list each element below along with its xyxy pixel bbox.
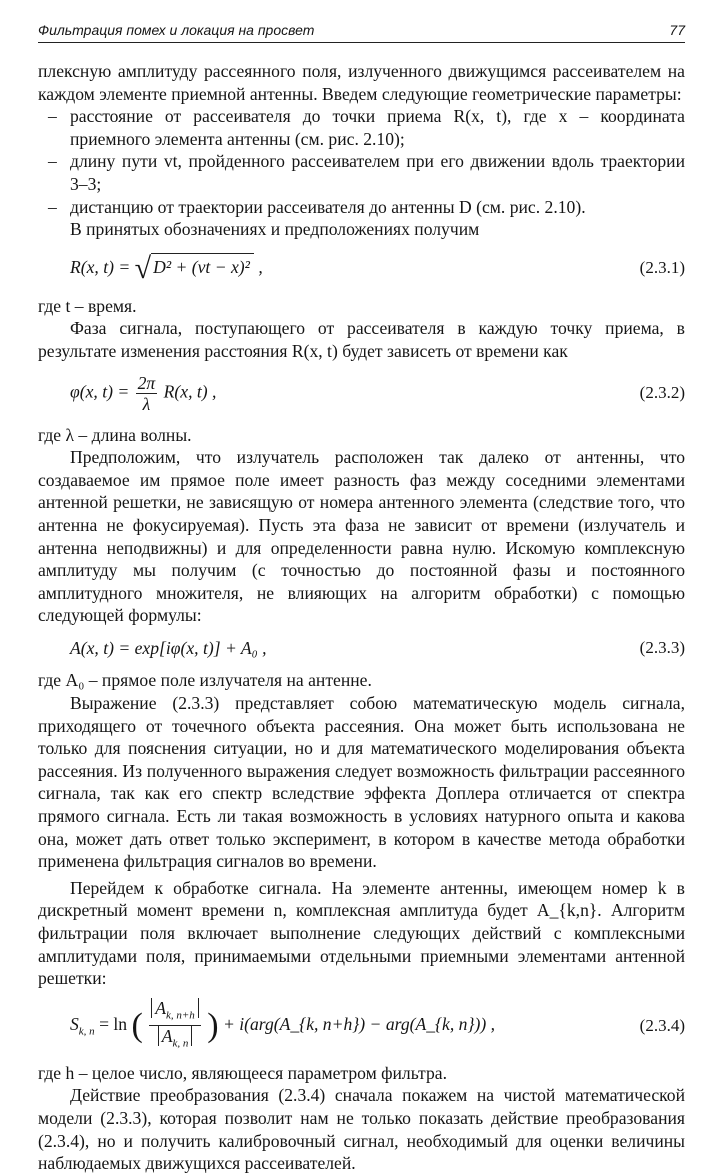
paragraph: Предположим, что излучатель расположен так далеко от антенны, что создаваемое им прямое поле имеет разность фаз между соседними элементами антенной решетки, не зависящую от номера антенного элемента (следствие того, что антенна не фокусируемая). Пусть эта фаза не зависит от времени (излучатель и антенна неподвижны) и для определенности равна нулю. Искомую комплексную амплитуду мы получим (с точностью до постоянной фазы и постоянного амплитудного множителя, не влияющих на алгоритм обработки) с помощью следующей формулы: [38,447,685,626]
paragraph: где h – целое число, являющееся параметром фильтра. [38,1062,447,1083]
list-item: – дистанцию от траектории рассеивателя до антенны D (см. рис. 2.10). [48,196,586,217]
page-body [38,60,685,1175]
paragraph: Фаза сигнала, поступающего от рассеивателя в каждую точку приема, в результате изменения расстояния R(x, t) будет зависеть от времени как [38,318,685,361]
running-header [38,22,685,43]
equation-2-3-3: A(x, t) = exp[iφ(x, t)] + A₀ , (2.3.3) [70,637,685,658]
list-item: – длину пути vt, пройденного рассеивателем при его движении вдоль траектории 3–3; [48,151,685,194]
running-title: Фильтрация помех и локация на просвет [38,22,315,38]
paragraph: Действие преобразования (2.3.4) сначала покажем на чистой математической модели (2.3.3), которая позволит нам не только показать действие преобразования (2.3.4), но и получить калибровочный сигнал, необходимый для оценки величины наблюдаемых движущихся рассеивателей. [38,1085,685,1174]
page-number: 77 [669,22,685,38]
paragraph: где t – время. [38,295,137,316]
equation-2-3-1: R(x, t) = √ D² + (vt − x)² , (2.3.1) [70,251,685,285]
paragraph: плексную амплитуду рассеянного поля, излученного движущимся рассеивателем на каждом элементе приемной антенны. Введем следующие геометрические параметры: [38,61,685,104]
paragraph: где λ – длина волны. [38,424,192,445]
equation-2-3-4: $S_{k, n} = \ln$ ( $\frac{A_{k, n+h}}{A_{k, n}}$ ) + i(arg(A_{k, n+h}) − arg(A_{k, n})) , (2.3.4) [70,997,685,1050]
equation-number: (2.3.3) [639,637,685,657]
equation-number: (2.3.1) [639,258,685,278]
paragraph: где A₀ – прямое поле излучателя на антенне. [38,670,372,691]
list-item: – расстояние от рассеивателя до точки приема R(x, t), где x – координата приемного элемента антенны (см. рис. 2.10); [48,106,685,149]
equation-number: (2.3.2) [639,382,685,402]
paragraph: Выражение (2.3.3) представляет собою математическую модель сигнала, приходящего от точечного объекта рассеяния. Она может быть использована не только для пояснения ситуации, но и для математического моделирования объекта рассеяния. Из полученного выражения следует возможность фильтрации рассеянного сигнала, так как его спектр вследствие эффекта Доплера отличается от спектра прямого сигнала. Есть ли такая возможность в условиях натурного опыта и какова она, может дать ответ только эксперимент, в котором в качестве метода обработки применена фильтрация сигналов во времени. [38,693,685,872]
paragraph: Перейдем к обработке сигнала. На элементе антенны, имеющем номер k в дискретный момент времени n, комплексная амплитуда будет A_{k,n}. Алгоритм фильтрации поля включает выполнение следующих действий с комплексными амплитудами поля, принимаемыми отдельными приемными элементами антенной решетки: [38,877,685,989]
equation-2-3-2: φ(x, t) = $\frac{2\pi}{\lambda}$ R(x, t) , (2.3.2) [70,372,685,414]
equation-number: (2.3.4) [639,1015,685,1035]
paragraph: В принятых обозначениях и предположениях получим [70,219,480,240]
